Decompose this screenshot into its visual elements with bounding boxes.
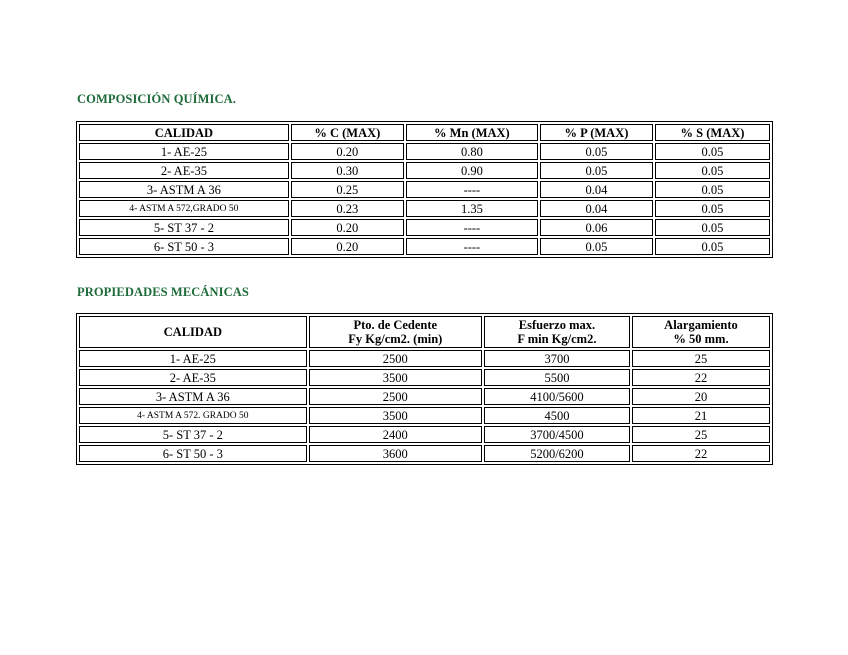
- cell-calidad: 1- AE-25: [79, 350, 307, 367]
- properties-header-row: [79, 316, 770, 348]
- cell-yield-point: 2500: [309, 388, 482, 405]
- composition-title: COMPOSICIÓN QUÍMICA.: [77, 92, 236, 106]
- cell-manganese: 1.35: [406, 200, 538, 217]
- cell-elongation: 21: [632, 407, 770, 424]
- cell-max-stress: 3700: [484, 350, 630, 367]
- cell-manganese: ----: [406, 219, 538, 236]
- cell-elongation: 20: [632, 388, 770, 405]
- cell-sulfur: 0.05: [655, 181, 770, 198]
- cell-carbon: 0.25: [291, 181, 404, 198]
- cell-elongation: 25: [632, 426, 770, 443]
- cell-yield-point: 3500: [309, 369, 482, 386]
- cell-phosphorus: 0.05: [540, 162, 653, 179]
- table-row: [79, 200, 770, 217]
- cell-carbon: 0.20: [291, 219, 404, 236]
- table-row: [79, 219, 770, 236]
- table-row: [79, 238, 770, 255]
- cell-yield-point: 3500: [309, 407, 482, 424]
- cell-phosphorus: 0.04: [540, 200, 653, 217]
- cell-max-stress: 5500: [484, 369, 630, 386]
- cell-calidad: 3- ASTM A 36: [79, 181, 289, 198]
- header-phosphorus: % P (MAX): [540, 124, 653, 141]
- cell-calidad: 6- ST 50 - 3: [79, 238, 289, 255]
- cell-elongation: 22: [632, 369, 770, 386]
- header-calidad: CALIDAD: [79, 124, 289, 141]
- cell-carbon: 0.23: [291, 200, 404, 217]
- table-row: [79, 407, 770, 424]
- cell-manganese: ----: [406, 238, 538, 255]
- table-row: [79, 388, 770, 405]
- cell-manganese: 0.80: [406, 143, 538, 160]
- cell-phosphorus: 0.05: [540, 238, 653, 255]
- cell-calidad: 6- ST 50 - 3: [79, 445, 307, 462]
- cell-max-stress: 3700/4500: [484, 426, 630, 443]
- cell-phosphorus: 0.04: [540, 181, 653, 198]
- table-row: [79, 162, 770, 179]
- cell-yield-point: 2400: [309, 426, 482, 443]
- cell-yield-point: 2500: [309, 350, 482, 367]
- cell-calidad: 2- AE-35: [79, 369, 307, 386]
- cell-elongation: 22: [632, 445, 770, 462]
- table-row: [79, 143, 770, 160]
- header-elongation: Alargamiento % 50 mm.: [632, 316, 770, 348]
- cell-sulfur: 0.05: [655, 162, 770, 179]
- cell-max-stress: 4100/5600: [484, 388, 630, 405]
- cell-calidad: 5- ST 37 - 2: [79, 219, 289, 236]
- header-manganese: % Mn (MAX): [406, 124, 538, 141]
- composition-header-row: [79, 124, 770, 141]
- header-yield-point: Pto. de Cedente Fy Kg/cm2. (min): [309, 316, 482, 348]
- cell-calidad: 1- AE-25: [79, 143, 289, 160]
- cell-calidad: 2- AE-35: [79, 162, 289, 179]
- cell-sulfur: 0.05: [655, 238, 770, 255]
- cell-carbon: 0.30: [291, 162, 404, 179]
- header-sulfur: % S (MAX): [655, 124, 770, 141]
- cell-manganese: ----: [406, 181, 538, 198]
- cell-manganese: 0.90: [406, 162, 538, 179]
- composition-table: [76, 121, 773, 258]
- header-carbon: % C (MAX): [291, 124, 404, 141]
- cell-phosphorus: 0.05: [540, 143, 653, 160]
- header-calidad: CALIDAD: [79, 316, 307, 348]
- cell-sulfur: 0.05: [655, 143, 770, 160]
- cell-calidad: 3- ASTM A 36: [79, 388, 307, 405]
- cell-sulfur: 0.05: [655, 200, 770, 217]
- table-row: [79, 369, 770, 386]
- cell-phosphorus: 0.06: [540, 219, 653, 236]
- table-row: [79, 445, 770, 462]
- cell-max-stress: 5200/6200: [484, 445, 630, 462]
- table-row: [79, 426, 770, 443]
- cell-elongation: 25: [632, 350, 770, 367]
- cell-calidad: 5- ST 37 - 2: [79, 426, 307, 443]
- header-max-stress: Esfuerzo max. F min Kg/cm2.: [484, 316, 630, 348]
- cell-carbon: 0.20: [291, 143, 404, 160]
- cell-sulfur: 0.05: [655, 219, 770, 236]
- table-row: [79, 350, 770, 367]
- cell-carbon: 0.20: [291, 238, 404, 255]
- mechanical-properties-title: PROPIEDADES MECÁNICAS: [77, 285, 249, 299]
- cell-calidad: 4- ASTM A 572,GRADO 50: [79, 200, 289, 217]
- mechanical-properties-table: [76, 313, 773, 465]
- cell-max-stress: 4500: [484, 407, 630, 424]
- cell-calidad: 4- ASTM A 572. GRADO 50: [79, 407, 307, 424]
- cell-yield-point: 3600: [309, 445, 482, 462]
- table-row: [79, 181, 770, 198]
